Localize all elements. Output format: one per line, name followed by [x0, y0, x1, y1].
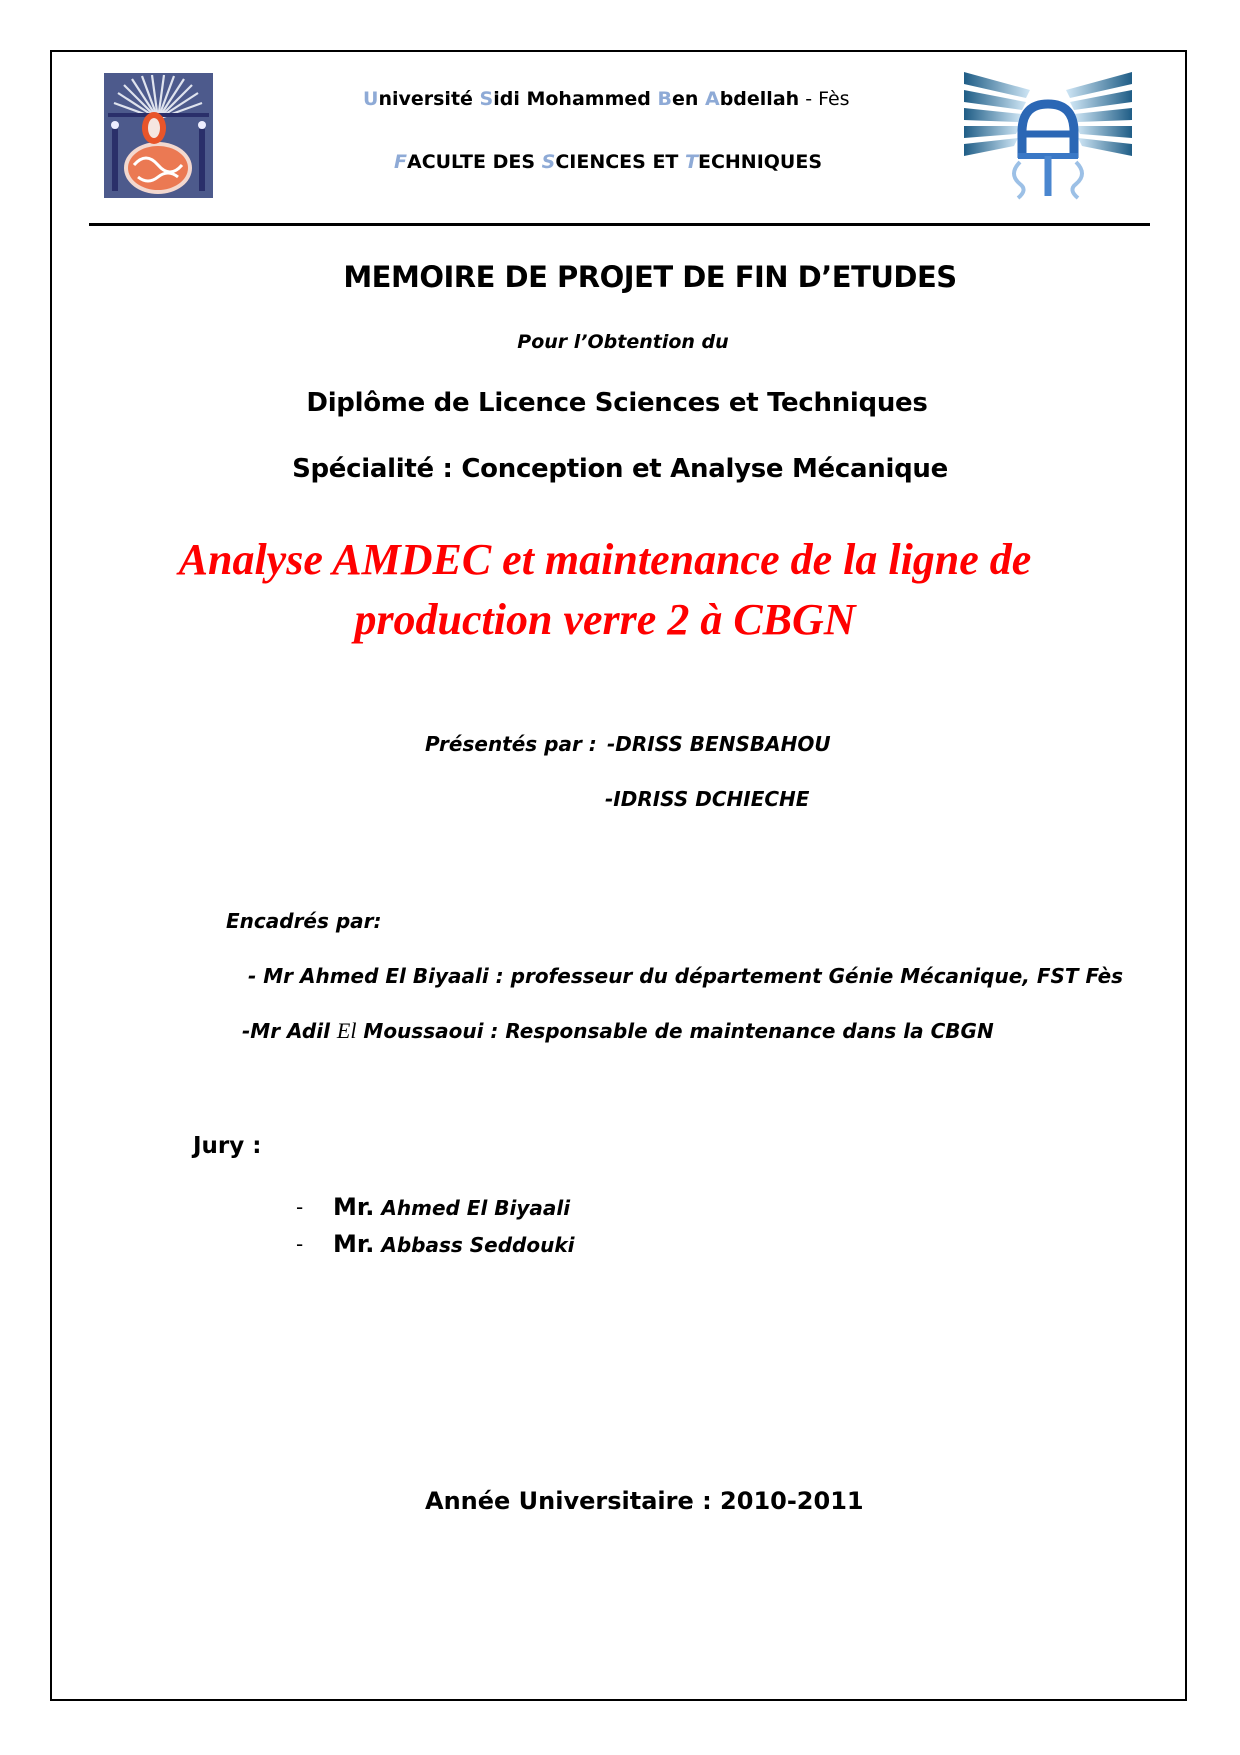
header-divider: [89, 223, 1150, 226]
project-title-line-2: production verre 2 à CBGN: [354, 595, 856, 644]
supervised-by-label: Encadrés par:: [226, 909, 382, 933]
presented-by-label: Présentés par :: [425, 732, 597, 756]
university-initial-b: B: [657, 88, 672, 110]
for-obtaining-label: Pour l’Obtention du: [517, 331, 729, 353]
university-name: [363, 88, 850, 110]
jury-member: [333, 1230, 575, 1258]
university-initial-u: U: [363, 88, 379, 110]
supervisor-role: Moussaoui : Responsable de maintenance dans la CBGN: [356, 1019, 994, 1043]
university-emblem-logo: [104, 73, 213, 198]
list-dash: -: [296, 1195, 304, 1219]
university-name-part: niversité: [378, 88, 480, 110]
faculty-initial-s: S: [541, 151, 556, 173]
jury-title: Mr.: [333, 1230, 375, 1258]
university-initial-a: A: [704, 88, 720, 110]
academic-year: Année Universitaire : 2010-2011: [425, 1487, 864, 1515]
project-title-line-1: Analyse AMDEC et maintenance de la ligne de: [178, 535, 1032, 584]
specialty-title: Spécialité : Conception et Analyse Mécanique: [292, 454, 948, 484]
faculty-initial-t: T: [685, 151, 698, 173]
jury-label: Jury :: [193, 1133, 262, 1159]
faculty-name: [394, 151, 822, 173]
fst-logo: [960, 72, 1136, 200]
jury-name: Abbass Seddouki: [374, 1233, 575, 1257]
jury-title: Mr.: [333, 1193, 375, 1221]
document-type-title: MEMOIRE DE PROJET DE FIN D’ETUDES: [343, 260, 957, 294]
supervisor-name-part: El: [336, 1018, 357, 1043]
supervisor-entry: [242, 1018, 994, 1044]
university-name-part: idi Mohammed: [493, 88, 658, 110]
student-name: -IDRISS DCHIECHE: [605, 787, 810, 811]
faculty-name-part: ECHNIQUES: [697, 151, 823, 173]
university-name-part: en: [671, 88, 705, 110]
supervisor-name-part: -Mr Adil: [242, 1019, 337, 1043]
faculty-initial-f: F: [394, 151, 407, 173]
jury-name: Ahmed El Biyaali: [374, 1196, 571, 1220]
faculty-name-part: CIENCES ET: [555, 151, 685, 173]
university-name-part: bdellah: [719, 88, 800, 110]
page-border-frame: [50, 50, 1187, 1701]
supervisor-entry: - Mr Ahmed El Biyaali : professeur du département Génie Mécanique, FST Fès: [248, 964, 1124, 988]
faculty-name-part: ACULTE DES: [406, 151, 542, 173]
jury-member: [333, 1193, 570, 1221]
university-initial-s: S: [479, 88, 494, 110]
jury-member: [296, 1195, 303, 1219]
list-dash: -: [296, 1232, 304, 1256]
university-city: - Fès: [799, 88, 850, 110]
jury-member: [296, 1232, 303, 1256]
student-name: -DRISS BENSBAHOU: [607, 732, 831, 756]
diploma-title: Diplôme de Licence Sciences et Techniques: [306, 388, 928, 418]
